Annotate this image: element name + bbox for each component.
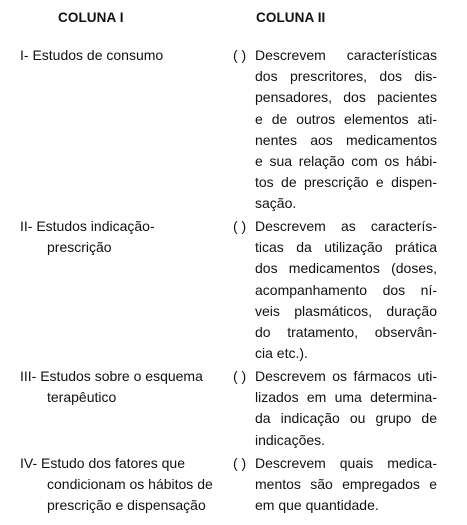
description-1-line-4: e de outros elementos ati-: [255, 110, 437, 127]
coluna-ii-description-2: [255, 216, 437, 364]
description-3-line-3: da indicação ou grupo de: [255, 410, 437, 427]
description-2-line-2: ticas da utilização prática: [255, 239, 437, 256]
description-4-line-3: em que quantidade.: [255, 497, 379, 514]
answer-blank-2[interactable]: ( ): [233, 218, 247, 234]
coluna-i-item-4-line-1: IV- Estudo dos fatores que: [20, 455, 185, 471]
answer-blank-1[interactable]: ( ): [233, 47, 247, 63]
coluna-ii-description-3: [255, 366, 437, 451]
description-2-line-3: dos medicamentos (doses,: [255, 260, 437, 277]
description-1-line-7: tos de prescrição e dispen-: [255, 174, 437, 191]
description-2-line-4: acompanhamento dos ní-: [255, 281, 437, 298]
coluna-i-item-4: [20, 453, 225, 517]
coluna-i-item-3: [20, 366, 225, 408]
coluna-ii-description-1: [255, 45, 437, 215]
header-coluna-i: COLUNA I: [58, 10, 124, 25]
coluna-i-item-2-line-1: II- Estudos indicação-: [20, 218, 155, 234]
description-4-line-1: Descrevem quais medica-: [255, 455, 437, 471]
description-1-line-3: pensadores, dos pacientes: [255, 89, 437, 106]
description-3-line-4: indicações.: [255, 431, 326, 448]
description-2-line-1: Descrevem as caracterís-: [255, 218, 437, 234]
coluna-i-item-4-line-3: prescrição e dispensação: [47, 497, 206, 514]
coluna-i-item-2: [20, 216, 225, 258]
coluna-i-item-1: [20, 45, 225, 66]
description-1-line-8: sação.: [255, 195, 297, 212]
description-4-line-2: mentos são empregados e: [255, 476, 437, 493]
description-2-line-6: do tratamento, observân-: [255, 324, 437, 341]
description-3-line-2: lizados em uma determina-: [255, 389, 437, 406]
description-1-line-5: nentes aos medicamentos: [255, 131, 437, 148]
coluna-ii-description-4: [255, 453, 437, 517]
header-coluna-ii: COLUNA II: [256, 10, 326, 25]
description-1-line-6: e sua relação com os hábi-: [255, 153, 437, 170]
description-1-line-2: dos prescritores, dos dis-: [255, 68, 437, 85]
description-3-line-1: Descrevem os fármacos uti-: [255, 368, 437, 384]
answer-blank-3[interactable]: ( ): [233, 368, 247, 384]
coluna-i-item-3-line-1: III- Estudos sobre o esquema: [20, 368, 203, 384]
coluna-i-item-1-line-1: I- Estudos de consumo: [20, 47, 164, 63]
description-2-line-5: veis plasmáticos, duração: [255, 302, 437, 319]
coluna-i-item-2-line-2: prescrição: [47, 239, 112, 256]
description-2-line-7: cia etc.).: [255, 345, 308, 362]
description-1-line-1: Descrevem características: [255, 47, 437, 63]
answer-blank-4[interactable]: ( ): [233, 455, 247, 471]
coluna-i-item-3-line-2: terapêutico: [47, 389, 117, 406]
coluna-i-item-4-line-2: condicionam os hábitos de: [47, 476, 213, 493]
